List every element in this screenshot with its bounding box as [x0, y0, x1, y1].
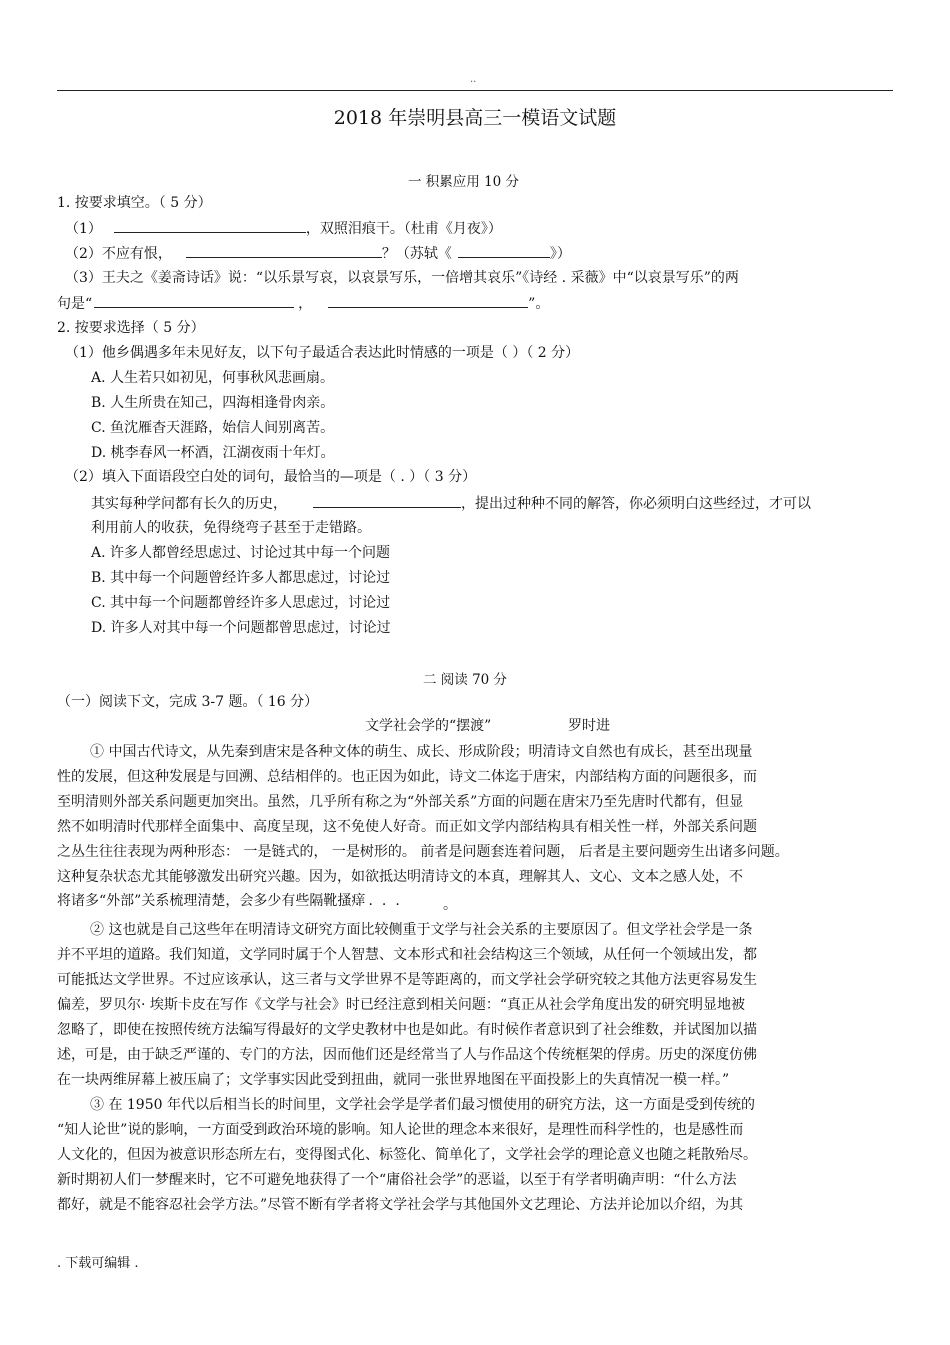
header-dots: .. — [470, 74, 477, 85]
q2-sub2-passage-line2: 利用前人的收获，免得绕弯子甚至于走错路。 — [91, 520, 371, 536]
paragraph2-line: 在一块两维屏幕上被压扁了；文学事实因此受到扭曲，就同一张世界地图在平面投影上的失真情况一模一样。” — [57, 1072, 730, 1088]
q2-sub2-passage-b: ，提出过种种不同的解答，你必须明白这些经过，才可以 — [461, 496, 811, 512]
article-title: 文学社会学的“摆渡” — [365, 718, 492, 734]
q2-sub2-option-b: B. 其中每一个问题曾经许多人都思虑过，讨论过 — [91, 570, 391, 586]
q1-item1-blank — [114, 218, 306, 233]
q1-item3-line2 — [57, 293, 549, 314]
q1-item3-blank-a — [94, 293, 294, 308]
section1-heading: 一 积累应用 10 分 — [408, 174, 520, 190]
q2-sub2-passage-a: 其实每种学问都有长久的历史， — [91, 496, 287, 512]
paragraph1-line: 之丛生往往表现为两种形态： 一是链式的， 一是树形的。 前者是问题套连着问题， 后者是主要问题旁生出诸多问题。 — [57, 844, 789, 860]
paragraph2-line: 可能抵达文学世界。不过应该承认，这三者与文学世界不是等距离的，而文学社会学研究较之其他方法更容易发生 — [57, 972, 757, 988]
q2-sub1-option-b: B. 人生所贵在知己，四海相逢骨肉亲。 — [91, 395, 335, 411]
paragraph1-line: 至明清则外部关系问题更加突出。虽然，几乎所有称之为“外部关系”方面的问题在唐宋乃至先唐时代都有，但显 — [57, 794, 744, 810]
q1-item3-prefix: 句是“ — [57, 296, 93, 312]
paragraph3-line: 新时期初人们一梦醒来时，它不可避免地获得了一个“庸俗社会学”的恶谥，以至于有学者明确声明：“什么方法 — [57, 1172, 737, 1188]
paragraph1-line: 将诸多“外部”关系梳理清楚，会多少有些隔靴搔痒 — [57, 893, 366, 909]
exam-title: 2018 年崇明县高三一模语文试题 — [333, 107, 617, 129]
q1-item2-suffix: 》） — [549, 246, 571, 262]
q2-sub2-option-c: C. 其中每一个问题都曾经许多人思虑过，讨论过 — [91, 595, 391, 611]
paragraph3-line: 人文化的，但因为被意识形态所左右，变得图式化、标签化、简单化了，文学社会学的理论意义也随之耗散殆尽。 — [57, 1147, 757, 1163]
q1-label: 1. 按要求填空。（ 5 分） — [57, 195, 212, 211]
q1-item2 — [65, 243, 571, 264]
q2-sub1-question: （1）他乡偶遇多年未见好友，以下句子最适合表达此时情感的一项是（ ）（ 2 分） — [65, 345, 580, 361]
q2-label: 2. 按要求选择（ 5 分） — [57, 320, 205, 336]
q2-sub2-blank — [313, 493, 461, 508]
paragraph1-end: 。 — [443, 897, 457, 913]
q1-item3-comma: ， — [298, 296, 313, 312]
q2-sub1-option-c: C. 鱼沈雁杳天涯路，始信人间别离苦。 — [91, 420, 335, 436]
q1-item2-prefix: （2）不应有恨， — [65, 246, 172, 262]
article-author: 罗时进 — [568, 718, 610, 734]
paragraph1-line: ① 中国古代诗文，从先秦到唐宋是各种文体的萌生、成长、形成阶段；明清诗文自然也有成长，甚至出现量 — [90, 744, 753, 760]
paragraph3-line: 都好，就是不能容忍社会学方法。”尽管不断有学者将文学社会学与其他国外文艺理论、方法并论加以介绍，为其 — [57, 1197, 744, 1213]
paragraph1-line: 性的发展，但这种发展是与回溯、总结相伴的。也正因为如此，诗文二体迄于唐宋，内部结构方面的问题很多，而 — [57, 769, 757, 785]
q1-item3-suffix: ”。 — [528, 296, 550, 312]
section2-subheading: （一）阅读下文，完成 3-7 题。（ 16 分） — [57, 694, 319, 710]
q1-item2-mid: ？（苏轼《 — [381, 246, 452, 262]
paragraph1-line: 然不如明清时代那样全面集中、高度呈现，这不免使人好奇。而正如文学内部结构具有相关性一样，外部关系问题 — [57, 819, 757, 835]
paragraph3-line: ③ 在 1950 年代以后相当长的时间里，文学社会学是学者们最习惯使用的研究方法，这一方面是受到传统的 — [90, 1097, 755, 1113]
q2-sub2-option-a: A. 许多人都曾经思虑过、讨论过其中每一个问题 — [91, 545, 391, 561]
q1-item2-blank-b — [458, 243, 550, 258]
q2-sub2-passage-line1 — [91, 493, 811, 514]
q1-item1-prefix: （1） — [65, 221, 102, 237]
paragraph1-line: 这种复杂状态尤其能够激发出研究兴趣。因为，如欲抵达明清诗文的本真，理解其人、文心、文本之感人处，不 — [57, 869, 743, 885]
footer-note: . 下载可编辑 . — [57, 1256, 139, 1271]
q1-item3-line1: （3）王夫之《姜斋诗话》说：“以乐景写哀，以哀景写乐，一倍增其哀乐”《诗经 . 采薇》中“以哀景写乐”的两 — [65, 270, 739, 286]
q1-item3-blank-b — [328, 293, 528, 308]
paragraph3-line: “知人论世”说的影响，一方面受到政治环境的影响。知人论世的理念本来很好，是理性而科学性的，也是感性而 — [57, 1122, 744, 1138]
paragraph2-line: 忽略了，即使在按照传统方法编写得最好的文学史教材中也是如此。有时候作者意识到了社会维数，并试图加以描 — [57, 1022, 757, 1038]
q2-sub1-option-a: A. 人生若只如初见，何事秋风悲画扇。 — [91, 370, 335, 386]
paragraph2-line: 述，可是，由于缺乏严谨的、专门的方法，因而他们还是经常当了人与作品这个传统框架的俘虏。历史的深度仿佛 — [57, 1047, 757, 1063]
q2-sub1-option-d: D. 桃李春风一杯酒，江湖夜雨十年灯。 — [91, 445, 335, 461]
q2-sub2-option-d: D. 许多人对其中每一个问题都曾思虑过，讨论过 — [91, 620, 391, 636]
q1-item1 — [65, 218, 502, 239]
paragraph2-line: ② 这也就是自己这些年在明清诗文研究方面比较侧重于文学与社会关系的主要原因了。但文学社会学是一条 — [90, 922, 753, 938]
paragraph2-line: 并不平坦的道路。我们知道，文学同时属于个人智慧、文本形式和社会结构这三个领域，从任何一个领域出发，都 — [57, 947, 757, 963]
section2-heading: 二 阅读 70 分 — [423, 672, 508, 688]
paragraph2-line: 偏差，罗贝尔· 埃斯卡皮在写作《文学与社会》时已经注意到相关问题：“真正从社会学角度出发的研究明显地被 — [57, 997, 746, 1013]
q1-item2-blank-a — [186, 243, 382, 258]
emphasis-dots: ···· — [355, 897, 409, 913]
q1-item1-suffix: ，双照泪痕干。（杜甫《月夜》） — [305, 221, 502, 237]
header-rule — [57, 90, 893, 91]
q2-sub2-question: （2）填入下面语段空白处的词句，最恰当的—项是（ . ）（ 3 分） — [65, 469, 477, 485]
